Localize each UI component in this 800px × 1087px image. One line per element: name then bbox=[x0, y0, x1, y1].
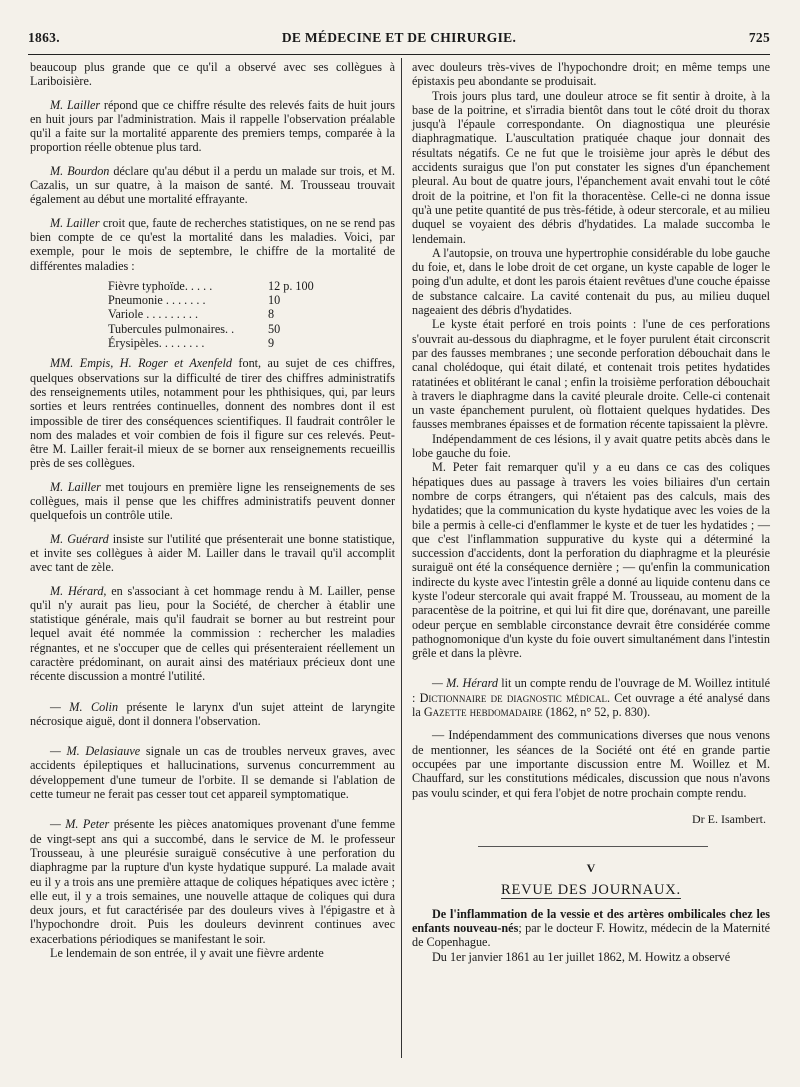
speaker-name: — M. Hérard bbox=[432, 676, 498, 691]
speaker-name: — M. Peter bbox=[50, 817, 110, 832]
table-row bbox=[108, 322, 328, 336]
paragraph bbox=[30, 480, 395, 523]
section-title bbox=[412, 883, 770, 897]
table-label: Tubercules pulmonaires. . bbox=[108, 321, 235, 336]
paragraph bbox=[412, 676, 770, 719]
paragraph: avec douleurs très-vives de l'hypochondre droit; en même temps une épistaxis peu abondante se produisait. bbox=[412, 60, 770, 89]
paragraph bbox=[30, 98, 395, 155]
paragraph: Trois jours plus tard, une douleur atroce se fit sentir à droite, à la base de la poitrine, et s'irradia bientôt dans tout le côté droit du thorax jusqu'à l'épaule correspondante. On diagnostiqua une pleurésie diaphragmatique. L'auscultation pratiquée chaque jour donnait des résultats négatifs. Ce ne fut que le troisième jour après le début des accidents suraigus que l'on put constater les signes d'un épanchement pleural. Au bout de quatre jours, l'épanchement avait envahi tout le côté droit de la poitrine, et l'on fit la thoracentèse. Celle-ci ne donna issue qu'à une petite quantité de pus très-fétide, à odeur stercorale, et au milieu duquel se voyaient des débris d'hydatides. La malade succomba le lendemain. bbox=[412, 88, 770, 246]
paragraph bbox=[30, 744, 395, 801]
paragraph bbox=[30, 817, 395, 946]
section-number: V bbox=[586, 861, 596, 876]
signature: Dr E. Isambert. bbox=[692, 811, 766, 826]
paragraph: A l'autopsie, on trouva une hypertrophie considérable du lobe gauche du foie, et, dans le lobe droit de cet organe, un kyste capable de loger le poing d'un adulte, et dont les parois étaient revêtues d'une couche épaisse de substance calcaire. La cavité contenait du pus, au milieu duquel nageaient des débris d'hydatides. bbox=[412, 245, 770, 318]
table-row bbox=[108, 307, 328, 321]
paragraph-text: , en s'associant à cet hommage rendu à M. Lailler, pense qu'il n'y aurait pas lieu, pour la Société, de chercher à établir une statistique générale, mais qu'il faudrait se borner au but restreint pour lequel avait été nommée la commission : rechercher les maladies régnantes, et ne s'occuper que de celles qui présenteraient réellement un caractère prédominant, on aurait ainsi des matériaux précieux dont une récente discussion a montré l'utilité. bbox=[30, 583, 395, 684]
paragraph: Le kyste était perforé en trois points : l'une de ces perforations s'ouvrait au-dessous du diaphragme, et le foyer purulent était circonscrit par des fausses membranes ; une seconde perforation débouchait dans le canal cholédoque, qui était dilaté, et contenait trois petites hydatides ratatinées et oblitérant le canal ; enfin la troisième perforation débouchait à travers le diaphragme dans la cavité pleurale droite. Celle-ci contenait un vaste épanchement purulent, où flottaient quelques hydatides. Des fausses membranes épaisses et de formation récente tapissaient la plèvre. bbox=[412, 317, 770, 432]
header-title: DE MÉDECINE ET DE CHIRURGIE. bbox=[281, 30, 517, 45]
paragraph bbox=[30, 584, 395, 684]
table-label: Fièvre typhoïde. . . . . bbox=[108, 278, 213, 293]
paragraph: beaucoup plus grande que ce qu'il a observé avec ses collègues à Lariboisière. bbox=[30, 60, 395, 89]
table-label: Variole . . . . . . . . . bbox=[108, 307, 199, 322]
table-row bbox=[108, 293, 328, 307]
paragraph: Du 1er janvier 1861 au 1er juillet 1862, M. Howitz a observé bbox=[432, 949, 731, 964]
paragraph: M. Peter fait remarquer qu'il y a eu dans ce cas des coliques hépatiques dues au passage à travers les voies biliaires d'un certain nombre de corps étrangers, qui n'étaient pas des calculs, mais des hydatides; que la communication du kyste hydatique avec les voies de la bile a permis à celle-ci d'enflammer le kyste et de tuer les hydatides ; — que c'est l'inflammation suppurative du kyste qui a déterminé la succession d'accidents, dont la perforation du diaphragme et la pleurésie suraiguë ont été la conséquence dernière ; — qu'enfin la communication indirecte du kyste avec l'intestin grêle a donné au liquide contenu dans ce kyste l'odeur stercorale qui avait frappé M. Trousseau, au moment de la paracentèse de la poitrine, et qui lui fit dire que, dorénavant, une pareille odeur perçue en semblable circonstance devrait être considérée comme pathognomonique d'un kyste du foie ouvert simultanément dans l'intestin grêle et dans la plèvre. bbox=[412, 460, 770, 661]
paragraph bbox=[30, 216, 395, 273]
table-row bbox=[108, 279, 328, 293]
paragraph-text: croit que, faute de recherches statistiques, on ne se rend pas bien compte de ce qu'est la mortalité dans les maladies. Voici, par exemple, pour le mois de septembre, le chiffre de la mortalité de différentes maladies : bbox=[30, 215, 395, 273]
article-heading bbox=[412, 907, 770, 950]
paragraph bbox=[30, 164, 395, 207]
left-column bbox=[30, 60, 395, 960]
mortality-table bbox=[108, 279, 328, 350]
article-title: De l'inflammation de la vessie et des artères ombilicales chez les enfants nouveau-nés bbox=[412, 906, 770, 936]
table-label: Érysipèles. . . . . . . . bbox=[108, 336, 205, 351]
paragraph-text: présente les pièces anatomiques provenant d'une femme de vingt-sept ans qui a succombé, dans le service de M. le professeur Trousseau, à une pleurésie suraiguë consécutive à une perforation du diaphragme par la rupture d'un kyste hydatique suppuré. La malade avait eu il y a trois ans une première attaque de coliques hépatiques avec ictère ; elle eut, il y a trois semaines, une nouvelle attaque de coliques qui dura deux jours, et fut caractérisée par des douleurs vives à l'épigastre et à l'hypochondre droit. Puis les douleurs devinrent continues avec exacerbations périodiques se manifestant le soir. bbox=[30, 817, 395, 946]
journal-title: Gazette hebdomadaire bbox=[423, 705, 543, 720]
paragraph-text: présente le larynx d'un sujet atteint de laryngite nécrosique aiguë, dont il donnera l'observation. bbox=[30, 699, 396, 728]
section-separator bbox=[478, 846, 708, 847]
page-header bbox=[28, 30, 770, 52]
table-value: 9 bbox=[268, 336, 275, 351]
paragraph-text: . Cet ouvrage a été analysé dans la bbox=[412, 690, 771, 720]
paragraph-text: répond que ce chiffre résulte des relevés faits de huit jours en huit jours par l'administration. Mais il rappelle l'observation préalable qu'il a faite sur la mortalité apparente des premiers temps, comparée à la proportion réelle obtenue plus tard. bbox=[30, 97, 395, 155]
paragraph-text: signale un cas de troubles nerveux graves, avec accidents épileptiques et hallucinations, survenus concurremment au développement d'une tumeur de l'orbite. Il se demande si l'ablation de cette tumeur ne ferait pas cesser tout cet appareil symptomatique. bbox=[30, 744, 395, 802]
paragraph-text: (1862, n° 52, p. 830). bbox=[542, 705, 651, 720]
paragraph bbox=[30, 532, 395, 575]
header-year: 1863. bbox=[28, 30, 60, 45]
right-column bbox=[412, 60, 770, 964]
table-value: 8 bbox=[268, 307, 275, 322]
paragraph-text: lit un compte rendu de l'ouvrage de M. Woillez intitulé : bbox=[412, 676, 770, 705]
speaker-name: MM. Empis, H. Roger et Axenfeld bbox=[50, 356, 232, 371]
speaker-name: M. Bourdon bbox=[50, 163, 110, 178]
book-title: Dictionnaire de diagnostic médical bbox=[419, 690, 608, 705]
paragraph bbox=[30, 700, 395, 729]
header-rule bbox=[28, 54, 770, 55]
paragraph: — Indépendamment des communications diverses que nous venons de mentionner, les séances de la Société ont été en grande partie occupées par une importante discussion entre M. Woillez et M. Chauffard, sur les constitutions médicales, discussion que nous n'avons pas voulu scinder, et qui fera l'objet de notre prochain compte rendu. bbox=[412, 728, 770, 800]
speaker-name: M. Hérard bbox=[50, 583, 104, 598]
column-divider bbox=[401, 58, 402, 1058]
paragraph: Indépendamment de ces lésions, il y avait quatre petits abcès dans le lobe gauche du foie. bbox=[412, 431, 770, 461]
section-title-text: REVUE DES JOURNAUX. bbox=[501, 882, 681, 899]
paragraph-text: met toujours en première ligne les renseignements de ses collègues, mais il pense que les chiffres administratifs peuvent donner quelquefois un contrôle utile. bbox=[30, 479, 395, 523]
paragraph: Le lendemain de son entrée, il y avait une fièvre ardente bbox=[50, 946, 324, 961]
table-value: 12 p. 100 bbox=[268, 278, 314, 293]
table-value: 50 bbox=[268, 321, 281, 336]
paragraph bbox=[30, 356, 395, 470]
paragraph-text: font, au sujet de ces chiffres, quelques observations sur la difficulté de tirer des chiffres administratifs des renseignements utiles, notamment pour les phthisiques, qui, par leurs sorties et leurs rentrées continuelles, donnent des nombres dont il est impossible de tirer des conséquences scientifiques. Il faudrait contrôler le nom des malades et voir combien de fois il figure sur ces relevés. Peut-être M. Lailler ferait-il mieux de se borner aux renseignements recueillis près de ses collègues. bbox=[30, 356, 395, 471]
speaker-name: M. Lailler bbox=[50, 97, 101, 112]
speaker-name: — M. Colin bbox=[50, 699, 119, 714]
paragraph-text: déclare qu'au début il a perdu un malade sur trois, et M. Cazalis, un sur quatre, à la maison de santé. M. Trousseau trouvait également au début une mortalité effrayante. bbox=[30, 163, 396, 207]
paragraph-text: insiste sur l'utilité que présenterait une bonne statistique, et invite ses collègues à aider M. Lailler dans le travail qu'il accomplit avec tant de zèle. bbox=[30, 531, 395, 575]
speaker-name: M. Lailler bbox=[50, 479, 101, 494]
table-value: 10 bbox=[268, 293, 281, 308]
table-row bbox=[108, 336, 328, 350]
header-page-number: 725 bbox=[748, 30, 770, 45]
speaker-name: — M. Delasiauve bbox=[50, 744, 141, 759]
article-author: ; par le docteur F. Howitz, médecin de la Maternité de Copenhague. bbox=[412, 921, 770, 950]
table-label: Pneumonie . . . . . . . bbox=[108, 293, 206, 308]
speaker-name: M. Guérard bbox=[50, 531, 109, 546]
speaker-name: M. Lailler bbox=[50, 215, 100, 230]
